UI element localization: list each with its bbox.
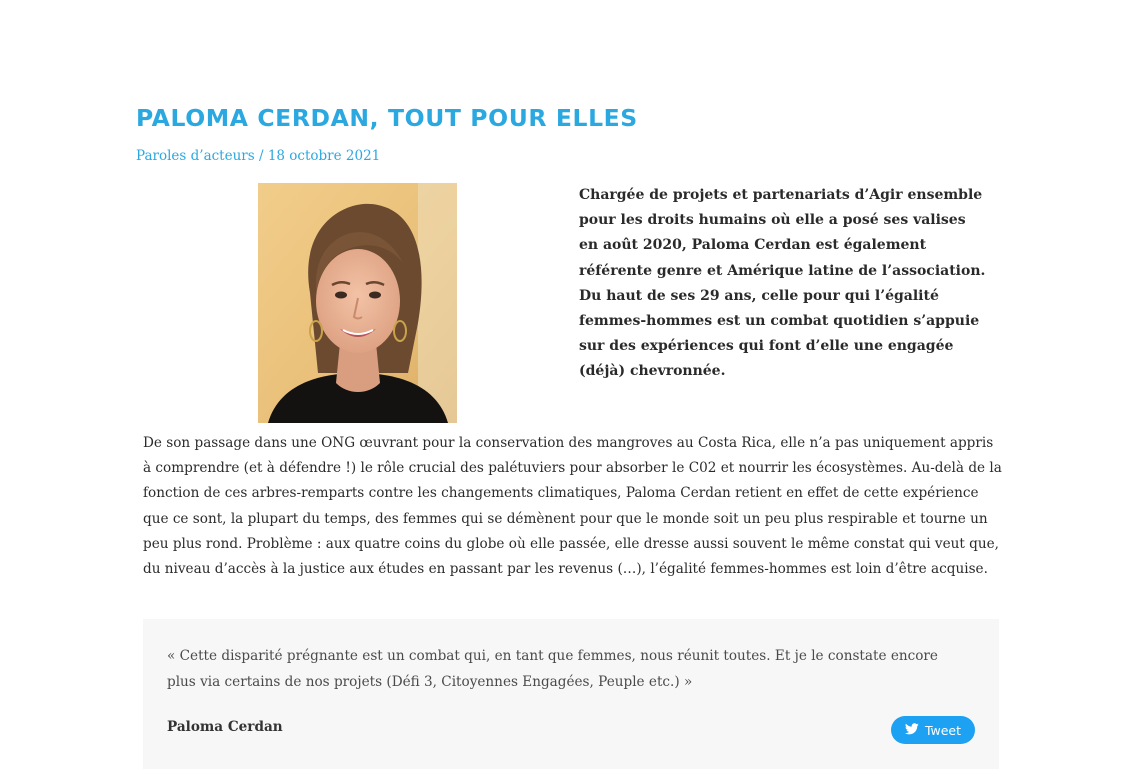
portrait-photo	[258, 183, 457, 423]
category-link[interactable]: Paroles d’acteurs	[136, 148, 255, 164]
quote-author: Paloma Cerdan	[167, 719, 283, 735]
post-date: 18 octobre 2021	[267, 148, 381, 164]
quote-text: « Cette disparité prégnante est un combat qui, en tant que femmes, nous réunit toutes. Et je le constate encore plus via certains de nos projets (Défi 3, Citoyennes Engagées, Peuple etc.) »	[167, 648, 938, 690]
post-meta	[136, 148, 380, 164]
page-title: PALOMA CERDAN, TOUT POUR ELLES	[136, 104, 638, 132]
body-paragraph: De son passage dans une ONG œuvrant pour la conservation des mangroves au Costa Rica, elle n’a pas uniquement appris à comprendre (et à défendre !) le rôle crucial des palétuviers pour absorber le C02 et nourrir les écosystèmes. Au-delà de la fonction de ces arbres-remparts contre les changements climatiques, Paloma Cerdan retient en effet de cette expérience que ce sont, la plupart du temps, des femmes qui se démènent pour que le monde soit un peu plus respirable et tourne un peu plus rond. Problème : aux quatre coins du globe où elle passée, elle dresse aussi souvent le même constat qui veut que, du niveau d’accès à la justice aux études en passant par les revenus (…), l’égalité femmes-hommes est loin d’être acquise.	[143, 435, 1002, 578]
tweet-button[interactable]	[891, 716, 975, 744]
meta-separator: /	[254, 148, 268, 164]
intro-text: Chargée de projets et partenariats d’Agir ensemble pour les droits humains où elle a posé ses valises en août 2020, Paloma Cerdan est également référente genre et Amérique latine de l’association. Du haut de ses 29 ans, celle pour qui l’égalité femmes-hommes est un combat quotidien s’appuie sur des expériences qui font d’elle une engagée (déjà) chevronnée.	[579, 187, 986, 380]
quote-box	[143, 619, 999, 769]
tweet-label: Tweet	[924, 722, 962, 738]
twitter-bird-icon	[905, 723, 919, 738]
